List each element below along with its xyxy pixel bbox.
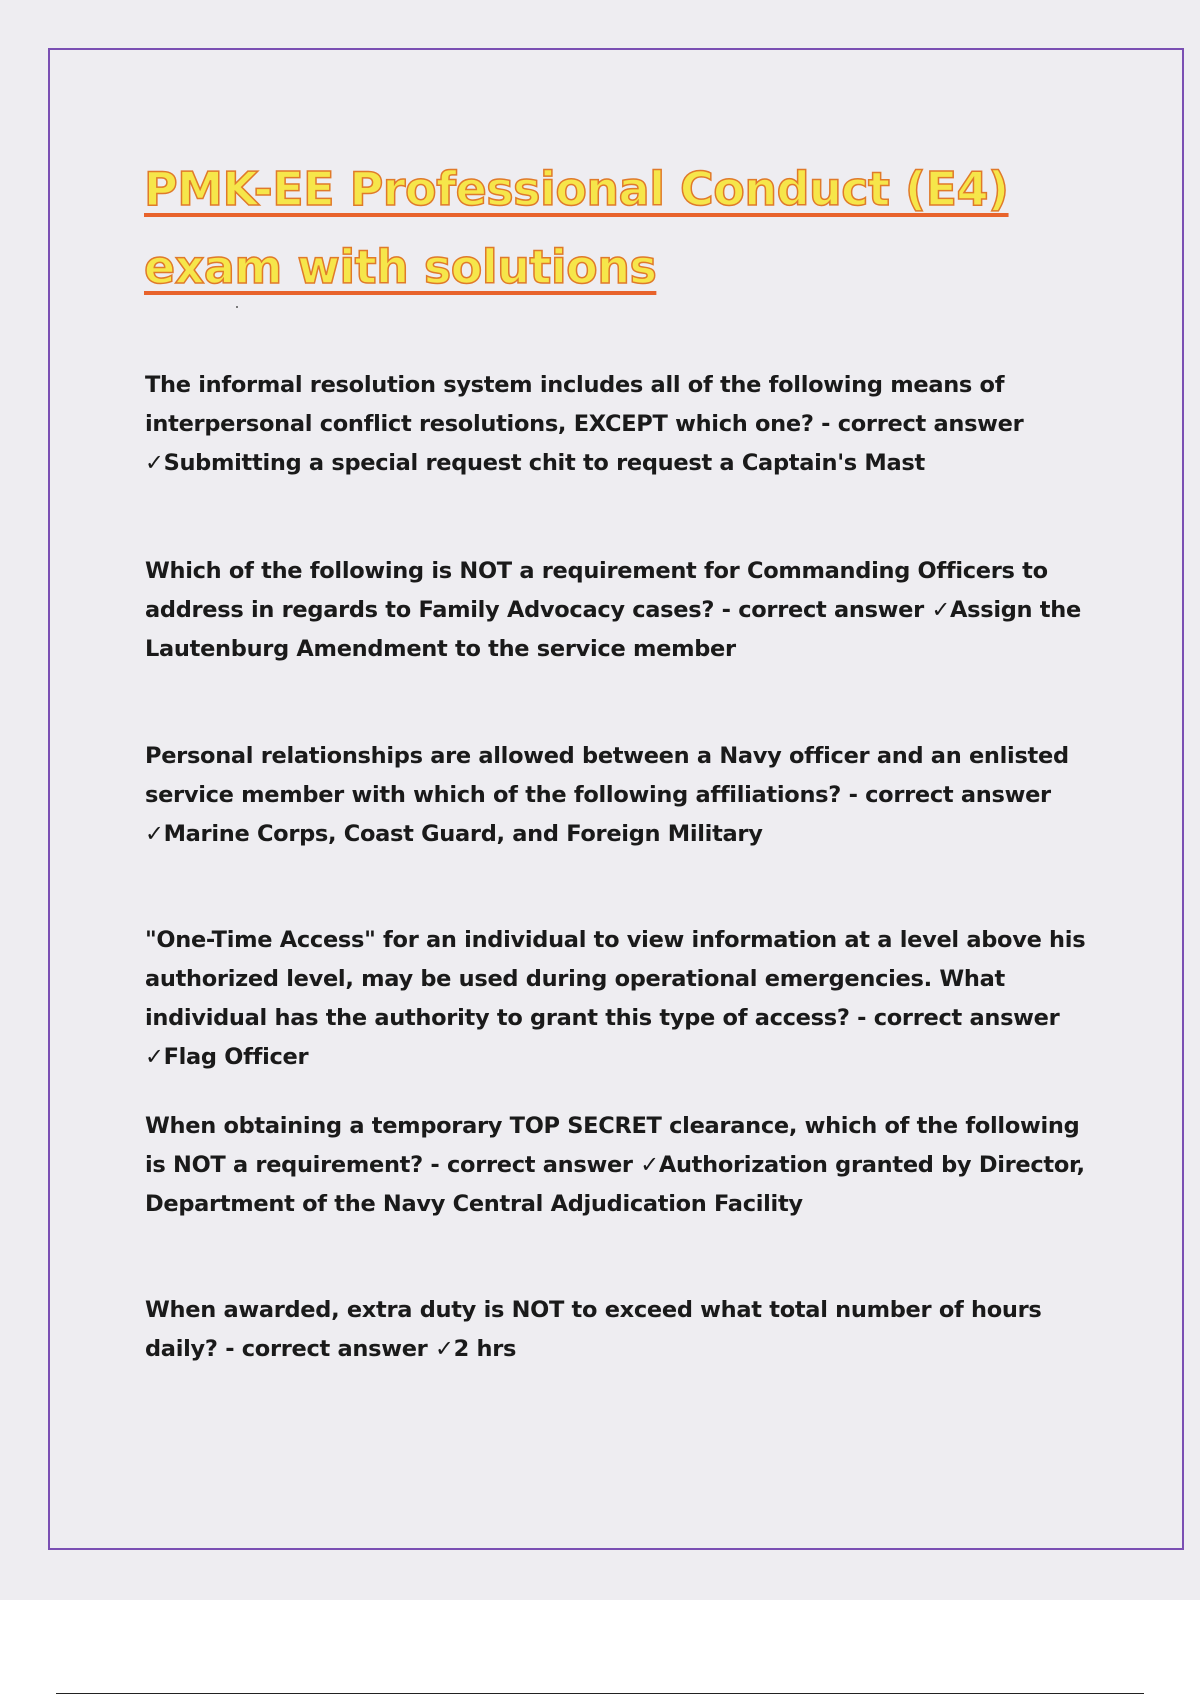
check-icon: ✓ <box>640 1152 659 1178</box>
check-icon: ✓ <box>931 597 951 623</box>
answer-marker: - correct answer <box>721 597 924 623</box>
answer-marker: - correct answer <box>225 1336 428 1362</box>
question-text: When obtaining a temporary TOP SECRET clearance, which of the following is NOT a requirement? <box>145 1113 1080 1178</box>
answer-marker: - correct answer <box>430 1152 633 1178</box>
answer-text: 2 hrs <box>453 1336 517 1362</box>
answer-text: Submitting a special request chit to request a Captain's Mast <box>163 450 925 476</box>
footer-divider <box>56 1693 1144 1694</box>
document-title: PMK-EE Professional Conduct (E4) exam with solutions <box>144 162 1009 294</box>
question-text: The informal resolution system includes all of the following means of interpersonal conflict resolutions, EXCEPT which one? <box>145 372 1005 437</box>
qa-item <box>145 1291 1095 1369</box>
answer-marker: - correct answer <box>848 782 1051 808</box>
qa-item <box>145 1107 1095 1224</box>
question-text: Personal relationships are allowed between a Navy officer and an enlisted service member with which of the following affiliations? <box>145 743 1069 808</box>
answer-text: Assign the Lautenburg Amendment to the service member <box>145 597 1081 662</box>
check-icon: ✓ <box>145 1044 164 1070</box>
check-icon: ✓ <box>435 1336 454 1362</box>
answer-marker: - correct answer <box>821 411 1024 437</box>
question-text: When awarded, extra duty is NOT to exceed what total number of hours daily? <box>145 1297 1042 1362</box>
qa-item <box>145 737 1095 854</box>
qa-item <box>145 366 1095 483</box>
answer-marker: - correct answer <box>857 1005 1060 1031</box>
check-icon: ✓ <box>145 450 164 476</box>
stray-dot <box>236 306 238 308</box>
answer-text: Marine Corps, Coast Guard, and Foreign Military <box>163 821 763 847</box>
answer-text: Authorization granted by Director, Department of the Navy Central Adjudication Facility <box>145 1152 1085 1217</box>
qa-item <box>145 921 1095 1077</box>
qa-item <box>145 552 1095 669</box>
question-text: Which of the following is NOT a requirement for Commanding Officers to address in regards to Family Advocacy cases? <box>145 558 1048 623</box>
question-text: "One-Time Access" for an individual to view information at a level above his authorized level, may be used during operational emergencies. What individual has the authority to grant this type of access? <box>145 927 1086 1031</box>
check-icon: ✓ <box>145 821 164 847</box>
answer-text: Flag Officer <box>163 1044 309 1070</box>
